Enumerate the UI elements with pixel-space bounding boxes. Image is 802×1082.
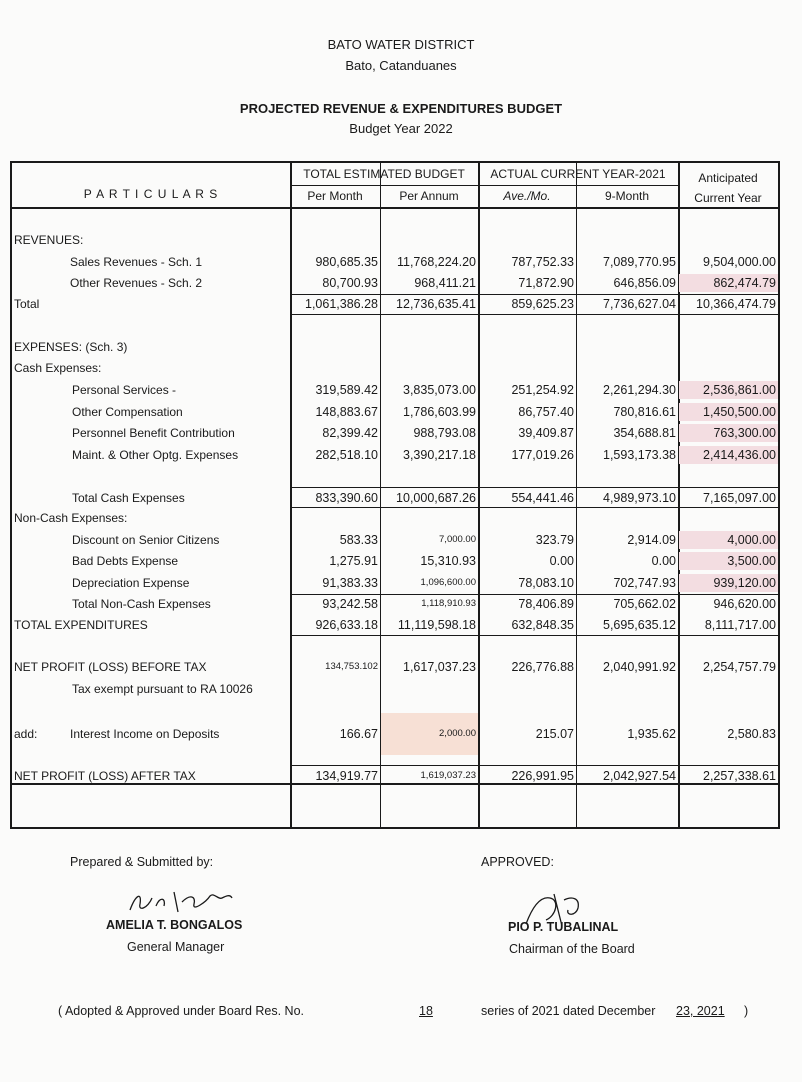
value-cell: 2,254,757.79 <box>703 660 776 674</box>
row-label: Other Revenues - Sch. 2 <box>70 276 203 290</box>
approved-label: APPROVED: <box>481 855 554 869</box>
value-cell: 2,580.83 <box>727 727 776 741</box>
value-cell: 2,000.00 <box>381 713 478 755</box>
row-label: Discount on Senior Citizens <box>72 533 220 547</box>
value-cell: 763,300.00 <box>679 424 778 442</box>
value-cell: 780,816.61 <box>613 405 676 419</box>
value-cell: 1,061,386.28 <box>305 297 378 311</box>
value-cell: 78,406.89 <box>518 597 574 611</box>
document-title: PROJECTED REVENUE & EXPENDITURES BUDGET <box>239 101 563 116</box>
value-cell: 1,935.62 <box>627 727 676 741</box>
row-label: TOTAL EXPENDITURES <box>14 618 148 632</box>
preparer-title: General Manager <box>127 940 225 954</box>
row-label: NET PROFIT (LOSS) BEFORE TAX <box>14 660 207 674</box>
value-cell: 988,793.08 <box>413 426 476 440</box>
preparer-name: AMELIA T. BONGALOS <box>106 918 243 932</box>
value-cell: 71,872.90 <box>518 276 574 290</box>
value-cell: 939,120.00 <box>679 574 778 592</box>
approver-title: Chairman of the Board <box>509 942 635 956</box>
value-cell: 226,991.95 <box>511 769 574 783</box>
particulars-header: P A R T I C U L A R S <box>83 187 219 201</box>
value-cell: 2,536,861.00 <box>679 381 778 399</box>
value-cell: 1,118,910.93 <box>421 598 476 609</box>
per-annum-header: Per Annum <box>399 189 459 203</box>
per-month-header: Per Month <box>307 189 363 203</box>
value-cell: 11,119,598.18 <box>397 618 476 632</box>
value-cell: 82,399.42 <box>322 426 378 440</box>
row-label: NET PROFIT (LOSS) AFTER TAX <box>14 769 196 783</box>
value-cell: 3,835,073.00 <box>403 383 476 397</box>
value-cell: 2,042,927.54 <box>603 769 676 783</box>
value-cell: 646,856.09 <box>613 276 676 290</box>
series-text: series of 2021 dated December <box>481 1004 656 1018</box>
value-cell: 7,089,770.95 <box>603 255 676 269</box>
value-cell: 134,919.77 <box>315 769 378 783</box>
value-cell: 2,040,991.92 <box>603 660 676 674</box>
adopted-text: ( Adopted & Approved under Board Res. No. <box>58 1004 304 1018</box>
row-label: Tax exempt pursuant to RA 10026 <box>72 682 253 696</box>
approver-name: PIO P. TUBALINAL <box>508 920 619 934</box>
value-cell: 859,625.23 <box>511 297 574 311</box>
value-cell: 1,593,173.38 <box>603 448 676 462</box>
value-cell: 2,414,436.00 <box>679 446 778 464</box>
value-cell: 177,019.26 <box>511 448 574 462</box>
value-cell: 2,914.09 <box>627 533 676 547</box>
nine-month-header: 9-Month <box>604 189 650 203</box>
value-cell: 946,620.00 <box>713 597 776 611</box>
value-cell: 2,261,294.30 <box>603 383 676 397</box>
value-cell: 1,619,037.23 <box>420 770 476 781</box>
value-cell: 5,695,635.12 <box>603 618 676 632</box>
closing-paren: ) <box>744 1004 749 1018</box>
row-label: Depreciation Expense <box>72 576 190 590</box>
value-cell: 554,441.46 <box>511 491 574 505</box>
value-cell: 15,310.93 <box>420 554 476 568</box>
value-cell: 926,633.18 <box>315 618 378 632</box>
row-label: Maint. & Other Optg. Expenses <box>72 448 239 462</box>
estimated-group-header: TOTAL ESTIMATED BUDGET <box>303 167 465 181</box>
value-cell: 787,752.33 <box>511 255 574 269</box>
value-cell: 1,617,037.23 <box>403 660 476 674</box>
value-cell: 1,096,600.00 <box>420 577 476 588</box>
value-cell: 4,989,973.10 <box>603 491 676 505</box>
value-cell: 0.00 <box>651 554 676 568</box>
value-cell: 980,685.35 <box>315 255 378 269</box>
value-cell: 10,366,474.79 <box>696 297 776 311</box>
value-cell: 134,753.102 <box>325 661 378 672</box>
value-cell: 7,000.00 <box>439 534 476 545</box>
value-cell: 583.33 <box>339 533 378 547</box>
row-label: EXPENSES: (Sch. 3) <box>14 340 128 354</box>
value-cell: 702,747.93 <box>613 576 676 590</box>
preparer-signature <box>126 884 236 918</box>
row-label: Total Cash Expenses <box>72 491 185 505</box>
value-cell: 3,500.00 <box>679 552 778 570</box>
row-label: Cash Expenses: <box>14 361 102 375</box>
value-cell: 319,589.42 <box>315 383 378 397</box>
actual-group-header: ACTUAL CURRENT YEAR-2021 <box>490 167 666 181</box>
row-label: Personal Services - <box>72 383 177 397</box>
value-cell: 8,111,717.00 <box>704 618 776 632</box>
value-cell: 226,776.88 <box>511 660 574 674</box>
row-label: Total Non-Cash Expenses <box>72 597 211 611</box>
value-cell: 10,000,687.26 <box>396 491 476 505</box>
value-cell: 166.67 <box>339 727 378 741</box>
value-cell: 7,165,097.00 <box>703 491 776 505</box>
row-label: Bad Debts Expense <box>72 554 179 568</box>
value-cell: 354,688.81 <box>613 426 676 440</box>
value-cell: 323.79 <box>535 533 574 547</box>
value-cell: 1,786,603.99 <box>403 405 476 419</box>
value-cell: 3,390,217.18 <box>403 448 476 462</box>
value-cell: 93,242.58 <box>322 597 378 611</box>
value-cell: 78,083.10 <box>518 576 574 590</box>
row-label: Other Compensation <box>72 405 183 419</box>
value-cell: 80,700.93 <box>322 276 378 290</box>
value-cell: 91,383.33 <box>322 576 378 590</box>
value-cell: 632,848.35 <box>511 618 574 632</box>
row-label: Interest Income on Deposits <box>70 727 220 741</box>
budget-table <box>10 161 780 829</box>
value-cell: 2,257,338.61 <box>703 769 776 783</box>
value-cell: 251,254.92 <box>511 383 574 397</box>
value-cell: 705,662.02 <box>613 597 676 611</box>
approval-date: 23, 2021 <box>676 1004 725 1018</box>
row-label: Sales Revenues - Sch. 1 <box>70 255 203 269</box>
anticipated-header: Anticipated <box>698 171 758 185</box>
value-cell: 4,000.00 <box>679 531 778 549</box>
resolution-number: 18 <box>419 1004 433 1018</box>
value-cell: 282,518.10 <box>315 448 378 462</box>
value-cell: 1,450,500.00 <box>679 403 778 421</box>
value-cell: 9,504,000.00 <box>703 255 776 269</box>
value-cell: 39,409.87 <box>518 426 574 440</box>
value-cell: 862,474.79 <box>679 274 778 292</box>
value-cell: 7,736,627.04 <box>603 297 676 311</box>
row-label: Personnel Benefit Contribution <box>72 426 235 440</box>
row-label: Non-Cash Expenses: <box>14 511 128 525</box>
value-cell: 833,390.60 <box>315 491 378 505</box>
budget-year: Budget Year 2022 <box>349 121 453 136</box>
value-cell: 0.00 <box>549 554 574 568</box>
value-cell: 148,883.67 <box>315 405 378 419</box>
row-label: REVENUES: <box>14 233 84 247</box>
prepared-label: Prepared & Submitted by: <box>70 855 214 869</box>
ave-mo-header: Ave./Mo. <box>503 189 551 203</box>
value-cell: 11,768,224.20 <box>396 255 476 269</box>
value-cell: 1,275.91 <box>329 554 378 568</box>
value-cell: 12,736,635.41 <box>396 297 476 311</box>
value-cell: 968,411.21 <box>414 276 476 290</box>
row-label: Total <box>14 297 40 311</box>
value-cell: 215.07 <box>535 727 574 741</box>
org-location: Bato, Catanduanes <box>345 58 457 73</box>
org-name: BATO WATER DISTRICT <box>327 37 475 52</box>
row-label: add: <box>14 727 38 741</box>
value-cell: 86,757.40 <box>518 405 574 419</box>
current-year-header: Current Year <box>694 191 762 205</box>
